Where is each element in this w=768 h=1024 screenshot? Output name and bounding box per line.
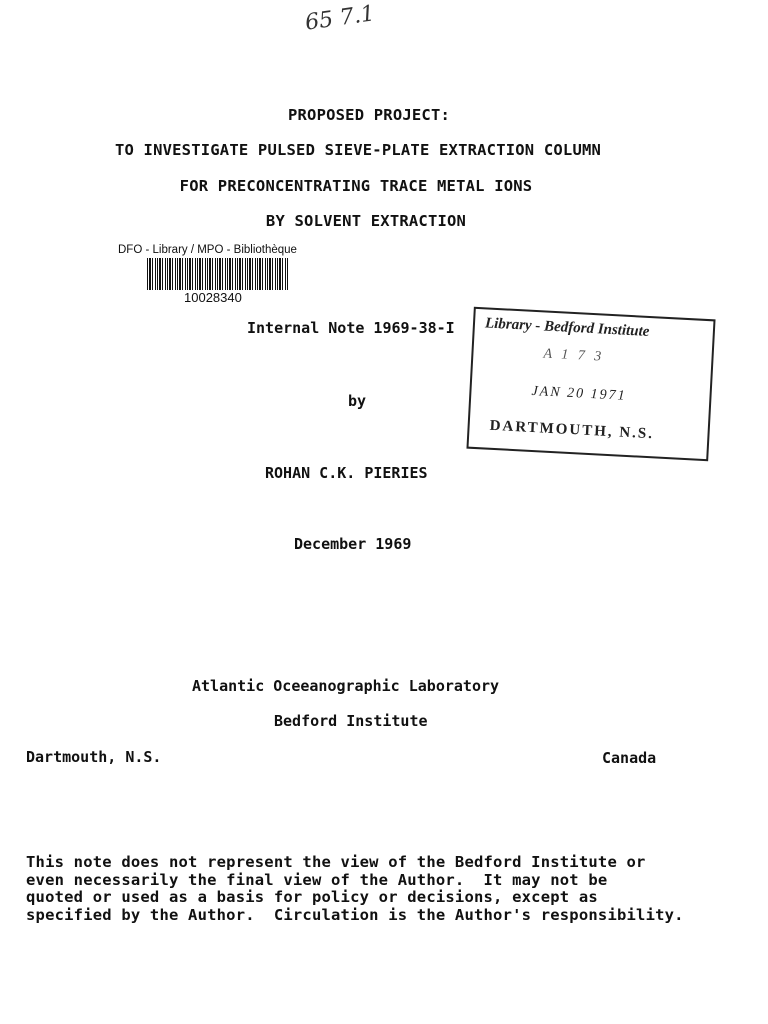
title-line-2: TO INVESTIGATE PULSED SIEVE-PLATE EXTRACTION COLUMN bbox=[114, 141, 602, 159]
title-line-4: BY SOLVENT EXTRACTION bbox=[265, 212, 467, 230]
stamp-date: JAN 20 1971 bbox=[531, 383, 627, 404]
by-label: by bbox=[348, 392, 367, 410]
handwritten-mark: 65 7.1 bbox=[303, 1, 377, 36]
stamp-place: DARTMOUTH, N.S. bbox=[489, 417, 655, 443]
city: Dartmouth, N.S. bbox=[26, 748, 162, 766]
stamp-number: A 1 7 3 bbox=[543, 346, 605, 365]
title-line-1: PROPOSED PROJECT: bbox=[287, 106, 451, 124]
internal-note: Internal Note 1969-38-I bbox=[247, 319, 455, 337]
barcode-label: DFO - Library / MPO - Bibliothèque bbox=[118, 244, 297, 256]
barcode-number: 10028340 bbox=[184, 290, 242, 305]
author-name: ROHAN C.K. PIERIES bbox=[265, 464, 428, 482]
title-line-3: FOR PRECONCENTRATING TRACE METAL IONS bbox=[179, 177, 533, 195]
barcode-image bbox=[147, 258, 289, 290]
stamp-header: Library - Bedford Institute bbox=[484, 315, 650, 340]
lab-name: Atlantic Oceeanographic Laboratory bbox=[192, 677, 500, 695]
country: Canada bbox=[602, 749, 657, 767]
document-date: December 1969 bbox=[294, 535, 412, 553]
institute-name: Bedford Institute bbox=[274, 712, 428, 730]
disclaimer-text: This note does not represent the view of the Bedford Institute or even necessarily the final view of the Author. It may not be quoted or used as a basis for policy or decisions, except as specified by the Author. Circulation is the Author's responsibility. bbox=[26, 853, 684, 924]
library-stamp bbox=[466, 307, 715, 461]
